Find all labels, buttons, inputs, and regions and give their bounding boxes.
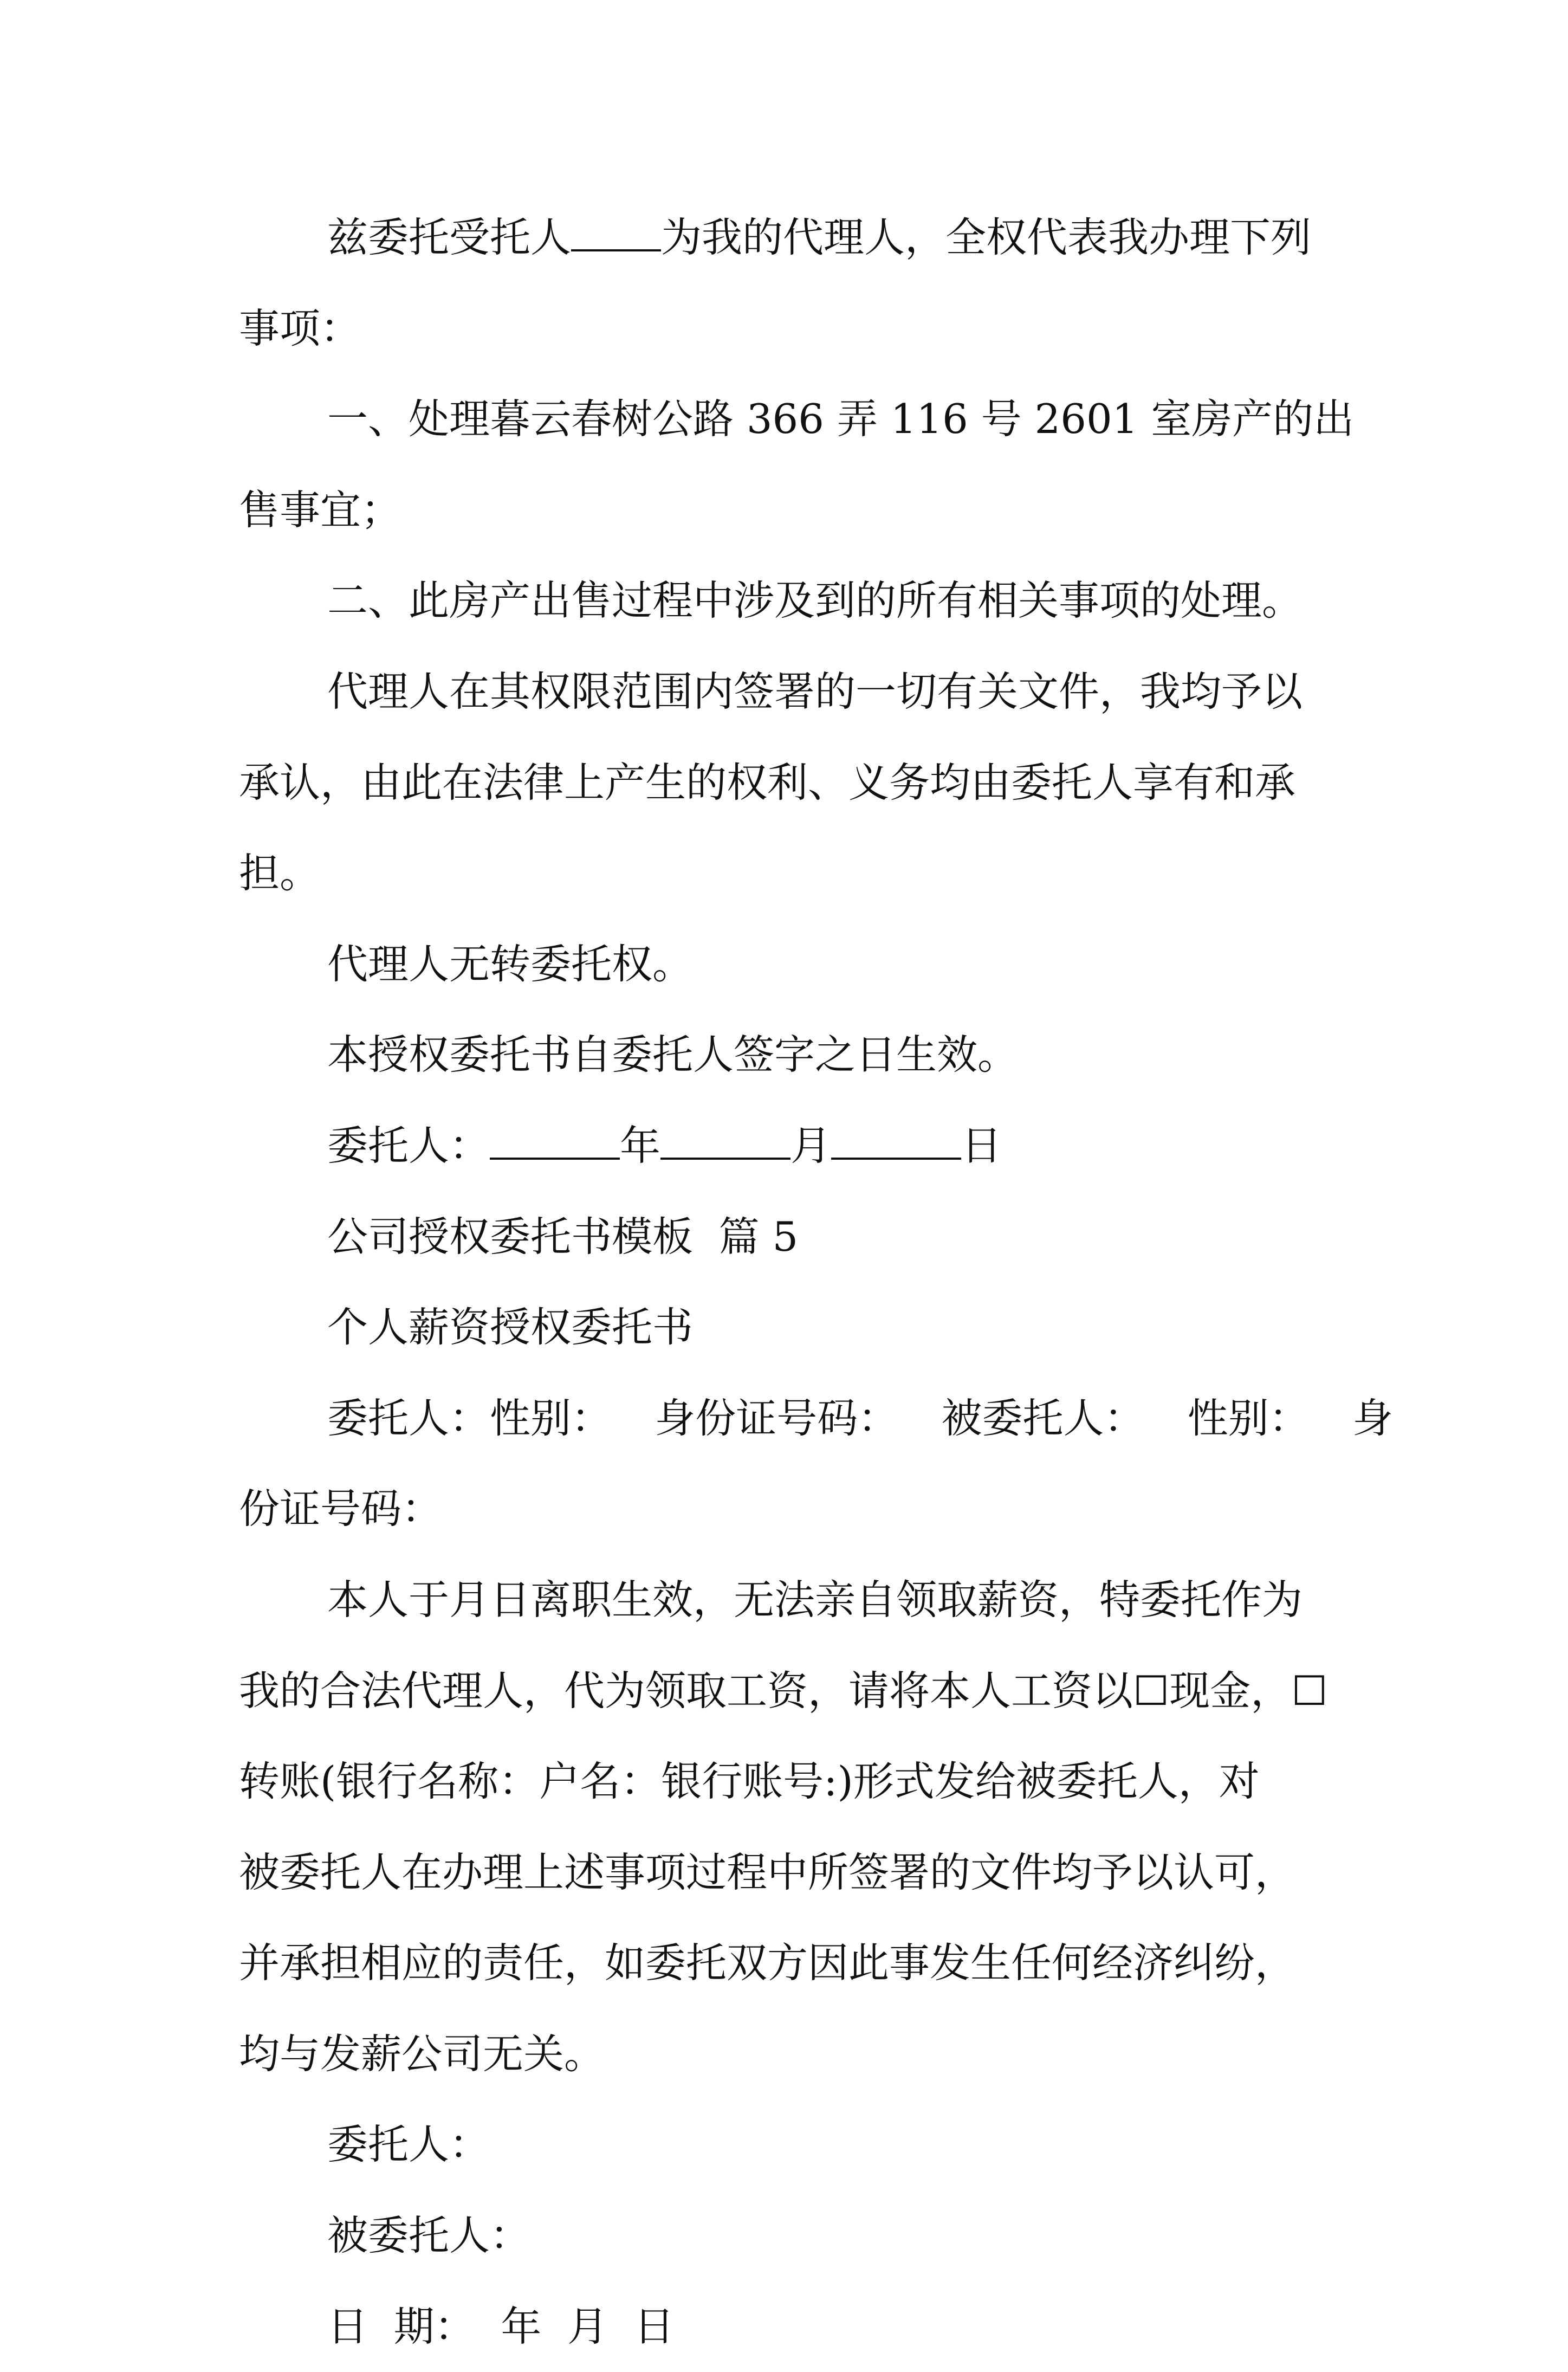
principal-label: 委托人：: [327, 1121, 490, 1169]
text-segment: 承认，由此在法律上产生的权利、义务均由委托人享有和承: [239, 758, 1296, 806]
agent-gender-label: 性别：: [1187, 1394, 1310, 1442]
salary-paragraph-line-5: [239, 1918, 1393, 2009]
day-label: 日: [961, 1121, 1002, 1169]
agent-name-blank: [571, 211, 661, 251]
section-heading: [239, 1192, 1393, 1283]
text-segment: 兹委托受托人: [327, 214, 572, 261]
text-segment: 委托人：: [327, 2121, 490, 2169]
text-segment: 均与发薪公司无关。: [239, 2030, 605, 2078]
principal-blank: [490, 1120, 620, 1160]
text-segment: 本人于月日离职生效，无法亲自领取薪资，特委托作为: [327, 1575, 1303, 1624]
signature-date-line: [239, 1101, 1393, 1192]
text-segment: 公司授权委托书模板 篇 5: [327, 1212, 799, 1261]
agent-label: 被委托人：: [941, 1394, 1145, 1442]
salary-paragraph-line-6: [239, 2009, 1393, 2100]
text-segment: 并承担相应的责任，如委托双方因此事发生任何经济纠纷，: [239, 1939, 1296, 1987]
text-segment: 身: [1352, 1394, 1393, 1442]
paragraph-no-subdelegation: [239, 919, 1393, 1010]
text-segment: 代理人无转委托权。: [327, 940, 694, 988]
text-segment: 代理人在其权限范围内签署的一切有关文件，我均予以: [327, 667, 1303, 715]
paragraph-effective: [239, 1010, 1393, 1101]
text-segment: 被委托人在办理上述事项过程中所签署的文件均予以认可，: [239, 1848, 1296, 1896]
document-title: [239, 1282, 1393, 1373]
day-blank: [831, 1120, 961, 1160]
paragraph-item-1-line-2: [239, 465, 1393, 556]
salary-paragraph-line-1: [239, 1555, 1393, 1646]
party-info-line-2: [239, 1464, 1393, 1555]
paragraph-acknowledge-line-1: [239, 647, 1393, 738]
text-segment: 二、此房产出售过程中涉及到的所有相关事项的处理。: [327, 577, 1303, 625]
agent-signature: [239, 2190, 1393, 2281]
date-line: [239, 2281, 1393, 2372]
text-segment: 售事宜；: [239, 486, 402, 534]
text-segment: 一、处理暮云春树公路 366 弄 116 号 2601 室房产的出: [327, 395, 1355, 443]
text-segment: 担。: [239, 849, 321, 897]
text-segment: 个人薪资授权委托书: [327, 1303, 694, 1352]
text-segment: 为我的代理人，全权代表我办理下列: [661, 214, 1312, 261]
principal-signature: [239, 2099, 1393, 2190]
principal-gender-label: 委托人：性别：: [327, 1394, 612, 1442]
text-segment: 我的合法代理人，代为领取工资，请将本人工资以☐现金，☐: [239, 1666, 1328, 1715]
paragraph-item-1-line-1: [239, 374, 1393, 465]
text-segment: 日 期： 年 月 日: [327, 2302, 675, 2350]
paragraph-entrust-line-1: [239, 192, 1393, 283]
party-info-line-1: [239, 1373, 1393, 1464]
text-segment: 转账(银行名称：户名：银行账号:)形式发给被委托人，对: [239, 1757, 1260, 1806]
paragraph-acknowledge-line-2: [239, 738, 1393, 829]
text-segment: 份证号码：: [239, 1485, 443, 1533]
text-segment: 事项：: [239, 304, 361, 352]
month-blank: [660, 1120, 791, 1160]
paragraph-entrust-line-2: [239, 283, 1393, 374]
id-number-label: 身份证号码：: [655, 1394, 899, 1442]
text-segment: 被委托人：: [327, 2212, 531, 2260]
paragraph-acknowledge-line-3: [239, 828, 1393, 919]
salary-paragraph-line-3: [239, 1736, 1393, 1827]
text-segment: 本授权委托书自委托人签字之日生效。: [327, 1031, 1019, 1079]
paragraph-item-2: [239, 555, 1393, 647]
salary-paragraph-line-4: [239, 1827, 1393, 1918]
year-label: 年: [620, 1121, 661, 1169]
salary-paragraph-line-2: [239, 1646, 1393, 1737]
document-body: [239, 192, 1393, 2372]
month-label: 月: [791, 1121, 832, 1169]
